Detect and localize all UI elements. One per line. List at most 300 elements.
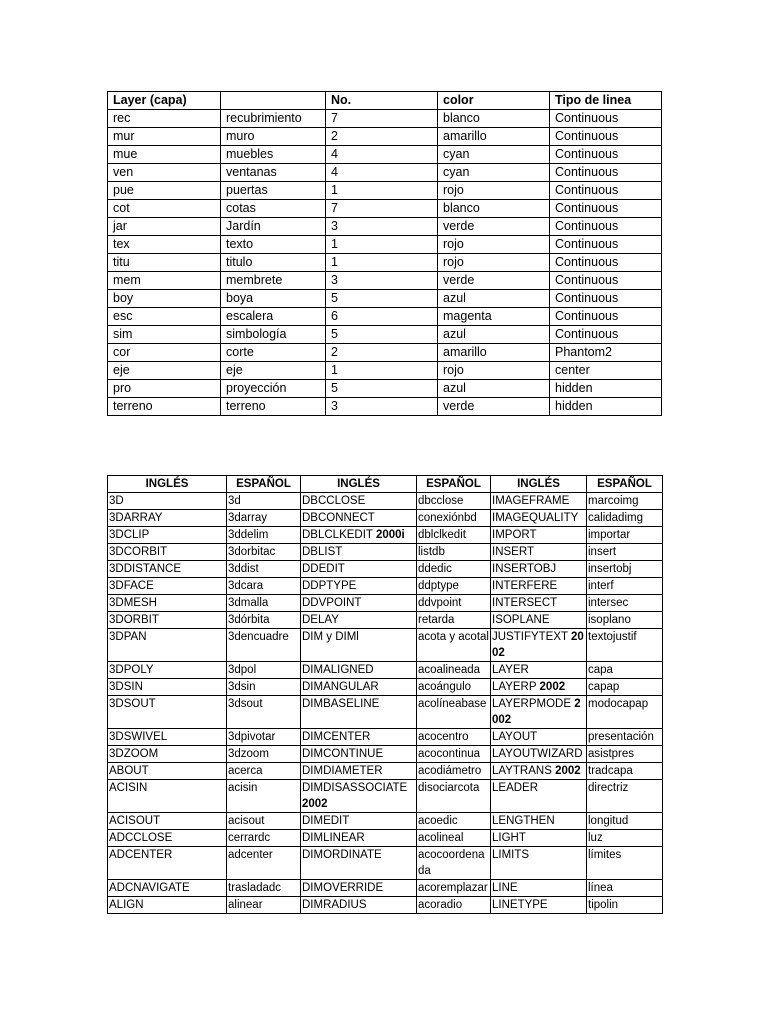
command-cell xyxy=(417,830,491,847)
command-text: 3dpol xyxy=(228,664,257,676)
header-ingles-2: INGLÉS xyxy=(301,476,417,493)
command-cell xyxy=(108,679,227,696)
command-row xyxy=(108,595,663,612)
layer-cell: verde xyxy=(438,218,550,236)
command-cell xyxy=(227,746,301,763)
layer-row xyxy=(108,236,662,254)
command-cell xyxy=(227,847,301,880)
layer-row xyxy=(108,128,662,146)
command-text: 3DSWIVEL xyxy=(109,731,168,743)
command-row xyxy=(108,696,663,729)
layer-row xyxy=(108,344,662,362)
command-text: INTERFERE xyxy=(492,580,558,592)
command-text: 3DCORBIT xyxy=(109,546,168,558)
layer-cell: Continuous xyxy=(550,290,662,308)
command-text: IMPORT xyxy=(492,529,537,541)
command-cell xyxy=(587,493,663,510)
command-text: DIMANGULAR xyxy=(302,681,379,693)
command-cell xyxy=(108,578,227,595)
command-cell xyxy=(227,679,301,696)
layer-cell: verde xyxy=(438,398,550,416)
layer-row xyxy=(108,146,662,164)
layer-cell: pro xyxy=(108,380,221,398)
command-row xyxy=(108,527,663,544)
layer-cell: amarillo xyxy=(438,344,550,362)
command-cell xyxy=(301,629,417,662)
command-cell xyxy=(301,729,417,746)
command-text: acocoordenada xyxy=(418,849,485,877)
command-row xyxy=(108,629,663,662)
command-text: 3DSOUT xyxy=(109,698,156,710)
layer-cell: membrete xyxy=(221,272,326,290)
command-cell xyxy=(491,662,587,679)
command-text: acolíneabase xyxy=(418,698,487,710)
header-layer: Layer (capa) xyxy=(108,92,221,110)
layer-row xyxy=(108,362,662,380)
command-text: DIM y DIMl xyxy=(302,631,359,643)
command-text: DIMRADIUS xyxy=(302,899,367,911)
command-cell xyxy=(301,679,417,696)
command-text: textojustif xyxy=(588,631,637,643)
layer-cell: cot xyxy=(108,200,221,218)
command-cell xyxy=(491,595,587,612)
command-cell xyxy=(301,880,417,897)
command-cell xyxy=(108,493,227,510)
command-cell xyxy=(491,763,587,780)
command-cell xyxy=(417,847,491,880)
command-text: LIMITS xyxy=(492,849,530,861)
command-text: LENGTHEN xyxy=(492,815,555,827)
command-cell xyxy=(301,662,417,679)
command-text: LAYER xyxy=(492,664,529,676)
command-cell xyxy=(417,527,491,544)
layer-row xyxy=(108,254,662,272)
command-row xyxy=(108,897,663,914)
layer-row xyxy=(108,218,662,236)
command-cell xyxy=(227,544,301,561)
command-cell xyxy=(301,493,417,510)
command-cell xyxy=(108,780,227,813)
layer-cell: rojo xyxy=(438,254,550,272)
layer-cell: simbología xyxy=(221,326,326,344)
command-text: acocentro xyxy=(418,731,469,743)
layer-cell: cyan xyxy=(438,146,550,164)
command-row xyxy=(108,493,663,510)
command-cell xyxy=(491,679,587,696)
command-text: ddptype xyxy=(418,580,459,592)
layer-cell: Continuous xyxy=(550,164,662,182)
layer-row xyxy=(108,182,662,200)
command-text: DBLCLKEDIT xyxy=(302,529,373,541)
command-text: 3dsout xyxy=(228,698,263,710)
command-cell xyxy=(227,662,301,679)
command-text: alinear xyxy=(228,899,263,911)
command-cell xyxy=(587,696,663,729)
layer-cell: Continuous xyxy=(550,308,662,326)
command-row xyxy=(108,746,663,763)
command-text: ADCCLOSE xyxy=(109,832,173,844)
header-ingles-1: INGLÉS xyxy=(108,476,227,493)
command-text: insert xyxy=(588,546,617,558)
command-text: 3DCLIP xyxy=(109,529,150,541)
layer-cell: titu xyxy=(108,254,221,272)
layer-cell: muro xyxy=(221,128,326,146)
layer-cell: 6 xyxy=(326,308,438,326)
layer-cell: recubrimiento xyxy=(221,110,326,128)
layer-cell: azul xyxy=(438,380,550,398)
command-text: 3D xyxy=(109,495,124,507)
command-cell xyxy=(587,595,663,612)
command-cell xyxy=(108,696,227,729)
command-cell xyxy=(587,527,663,544)
command-cell xyxy=(301,527,417,544)
command-cell xyxy=(587,510,663,527)
command-cell xyxy=(227,527,301,544)
command-cell xyxy=(108,729,227,746)
command-text: DIMLINEAR xyxy=(302,832,365,844)
command-text: 3dcara xyxy=(228,580,264,592)
command-cell xyxy=(587,780,663,813)
layer-cell: rojo xyxy=(438,362,550,380)
command-text: conexiónbd xyxy=(418,512,477,524)
command-text: presentación xyxy=(588,731,654,743)
layer-cell: puertas xyxy=(221,182,326,200)
version-suffix: 2002 xyxy=(492,631,584,659)
command-cell xyxy=(108,880,227,897)
command-row xyxy=(108,578,663,595)
layer-cell: 7 xyxy=(326,110,438,128)
command-text: intersec xyxy=(588,597,629,609)
command-cell xyxy=(227,561,301,578)
command-cell xyxy=(587,880,663,897)
layer-cell: eje xyxy=(108,362,221,380)
command-cell xyxy=(301,847,417,880)
header-color: color xyxy=(438,92,550,110)
command-cell xyxy=(587,679,663,696)
command-cell xyxy=(227,578,301,595)
layers-table xyxy=(107,91,662,416)
layer-cell: rojo xyxy=(438,236,550,254)
layer-cell: azul xyxy=(438,326,550,344)
command-cell xyxy=(301,746,417,763)
command-cell xyxy=(227,763,301,780)
command-text: acerca xyxy=(228,765,263,777)
command-cell xyxy=(417,544,491,561)
command-cell xyxy=(301,897,417,914)
layer-cell: 4 xyxy=(326,164,438,182)
command-cell xyxy=(417,696,491,729)
layer-cell: 5 xyxy=(326,380,438,398)
layer-cell: texto xyxy=(221,236,326,254)
command-text: 3DARRAY xyxy=(109,512,163,524)
layer-cell: Continuous xyxy=(550,236,662,254)
command-text: 3DDISTANCE xyxy=(109,563,181,575)
layer-cell: jar xyxy=(108,218,221,236)
layer-row xyxy=(108,380,662,398)
command-text: 3dórbita xyxy=(228,614,270,626)
command-text: ddvpoint xyxy=(418,597,462,609)
command-text: 3DMESH xyxy=(109,597,157,609)
command-cell xyxy=(108,662,227,679)
command-text: acoedic xyxy=(418,815,458,827)
command-cell xyxy=(301,813,417,830)
command-cell xyxy=(587,578,663,595)
command-cell xyxy=(108,595,227,612)
command-text: cerrardc xyxy=(228,832,271,844)
command-text: longitud xyxy=(588,815,629,827)
layer-cell: 2 xyxy=(326,128,438,146)
layer-cell: cyan xyxy=(438,164,550,182)
layer-cell: pue xyxy=(108,182,221,200)
layer-row xyxy=(108,290,662,308)
command-cell xyxy=(417,880,491,897)
layer-cell: 4 xyxy=(326,146,438,164)
layer-cell: esc xyxy=(108,308,221,326)
command-text: interf xyxy=(588,580,614,592)
layer-cell: escalera xyxy=(221,308,326,326)
layer-row xyxy=(108,308,662,326)
command-cell xyxy=(301,544,417,561)
layer-cell: center xyxy=(550,362,662,380)
command-cell xyxy=(417,897,491,914)
command-text: DDEDIT xyxy=(302,563,345,575)
command-text: acisout xyxy=(228,815,265,827)
command-text: DIMOVERRIDE xyxy=(302,882,384,894)
command-text: INSERT xyxy=(492,546,534,558)
command-text: directriz xyxy=(588,782,629,794)
layer-row xyxy=(108,164,662,182)
command-text: tipolin xyxy=(588,899,619,911)
command-text: retarda xyxy=(418,614,455,626)
command-text: ACISOUT xyxy=(109,815,161,827)
layer-cell: boy xyxy=(108,290,221,308)
command-cell xyxy=(491,612,587,629)
layer-row xyxy=(108,272,662,290)
command-cell xyxy=(108,847,227,880)
command-text: 3ddist xyxy=(228,563,259,575)
command-text: 3d xyxy=(228,495,241,507)
command-text: acolineal xyxy=(418,832,464,844)
command-text: LAYOUTWIZARD xyxy=(492,748,583,760)
version-suffix: 2000i xyxy=(375,529,405,541)
command-text: dblclkedit xyxy=(418,529,466,541)
layer-cell: 1 xyxy=(326,254,438,272)
commands-table xyxy=(107,475,663,914)
command-cell xyxy=(491,729,587,746)
commands-header-row xyxy=(108,476,663,493)
layer-cell: cotas xyxy=(221,200,326,218)
command-text: 3ddelim xyxy=(228,529,269,541)
command-text: INSERTOBJ xyxy=(492,563,557,575)
command-cell xyxy=(301,696,417,729)
command-text: acoángulo xyxy=(418,681,472,693)
command-cell xyxy=(587,729,663,746)
command-cell xyxy=(587,662,663,679)
command-text: 3DSIN xyxy=(109,681,143,693)
command-text: 3DPAN xyxy=(109,631,147,643)
command-text: acoremplazar xyxy=(418,882,488,894)
layer-cell: 1 xyxy=(326,362,438,380)
version-suffix: 2002 xyxy=(539,681,566,693)
command-text: calidadimg xyxy=(588,512,643,524)
command-cell xyxy=(491,897,587,914)
layer-cell: Continuous xyxy=(550,326,662,344)
command-cell xyxy=(108,813,227,830)
command-cell xyxy=(491,696,587,729)
command-cell xyxy=(301,780,417,813)
command-cell xyxy=(227,897,301,914)
layer-cell: tex xyxy=(108,236,221,254)
command-text: DIMDISASSOCIATE xyxy=(302,782,408,794)
layer-cell: blanco xyxy=(438,200,550,218)
command-cell xyxy=(227,880,301,897)
command-text: 3dsin xyxy=(228,681,256,693)
command-text: acoradio xyxy=(418,899,463,911)
command-text: disociarcota xyxy=(418,782,480,794)
layer-cell: terreno xyxy=(221,398,326,416)
command-cell xyxy=(227,813,301,830)
command-cell xyxy=(417,662,491,679)
layer-cell: ven xyxy=(108,164,221,182)
layer-cell: azul xyxy=(438,290,550,308)
command-text: acisin xyxy=(228,782,258,794)
command-cell xyxy=(587,544,663,561)
header-ingles-3: INGLÉS xyxy=(491,476,587,493)
command-text: DIMORDINATE xyxy=(302,849,382,861)
command-row xyxy=(108,763,663,780)
command-text: 3dorbitac xyxy=(228,546,276,558)
command-cell xyxy=(587,897,663,914)
command-text: DDPTYPE xyxy=(302,580,357,592)
command-cell xyxy=(587,746,663,763)
header-espanol-2: ESPAÑOL xyxy=(417,476,491,493)
layer-cell: 5 xyxy=(326,326,438,344)
command-cell xyxy=(491,578,587,595)
command-text: 3DZOOM xyxy=(109,748,159,760)
command-cell xyxy=(587,612,663,629)
layer-cell: Continuous xyxy=(550,182,662,200)
command-cell xyxy=(491,561,587,578)
command-text: 3dpivotar xyxy=(228,731,276,743)
layer-cell: eje xyxy=(221,362,326,380)
command-text: límites xyxy=(588,849,622,861)
command-cell xyxy=(417,813,491,830)
layer-cell: blanco xyxy=(438,110,550,128)
layer-cell: Continuous xyxy=(550,128,662,146)
layer-cell: hidden xyxy=(550,380,662,398)
command-row xyxy=(108,544,663,561)
layer-cell: Continuous xyxy=(550,110,662,128)
command-cell xyxy=(227,780,301,813)
command-cell xyxy=(491,510,587,527)
command-text: insertobj xyxy=(588,563,632,575)
header-number: No. xyxy=(326,92,438,110)
command-cell xyxy=(108,629,227,662)
command-text: 3dzoom xyxy=(228,748,269,760)
command-text: LAYOUT xyxy=(492,731,538,743)
layer-cell: mur xyxy=(108,128,221,146)
layer-cell: Jardín xyxy=(221,218,326,236)
command-row xyxy=(108,729,663,746)
layer-cell: cor xyxy=(108,344,221,362)
command-cell xyxy=(301,830,417,847)
layer-cell: 1 xyxy=(326,182,438,200)
layer-cell: Phantom2 xyxy=(550,344,662,362)
command-text: IMAGEQUALITY xyxy=(492,512,579,524)
command-cell xyxy=(417,629,491,662)
command-cell xyxy=(417,729,491,746)
command-cell xyxy=(108,897,227,914)
command-cell xyxy=(108,763,227,780)
layer-cell: 3 xyxy=(326,272,438,290)
layer-row xyxy=(108,110,662,128)
command-text: ADCNAVIGATE xyxy=(109,882,190,894)
command-text: listdb xyxy=(418,546,445,558)
command-cell xyxy=(227,729,301,746)
command-text: línea xyxy=(588,882,613,894)
command-text: acodiámetro xyxy=(418,765,482,777)
command-cell xyxy=(227,510,301,527)
command-cell xyxy=(491,527,587,544)
layer-cell: Continuous xyxy=(550,146,662,164)
command-cell xyxy=(491,847,587,880)
command-row xyxy=(108,662,663,679)
command-cell xyxy=(417,493,491,510)
command-text: modocapap xyxy=(588,698,649,710)
layer-cell: hidden xyxy=(550,398,662,416)
layer-cell: 3 xyxy=(326,218,438,236)
command-text: 3dmalla xyxy=(228,597,269,609)
command-cell xyxy=(108,561,227,578)
command-text: importar xyxy=(588,529,631,541)
layer-row xyxy=(108,200,662,218)
command-text: DIMBASELINE xyxy=(302,698,380,710)
command-cell xyxy=(417,763,491,780)
command-text: ddedic xyxy=(418,563,452,575)
header-espanol-3: ESPAÑOL xyxy=(587,476,663,493)
command-text: 3DFACE xyxy=(109,580,154,592)
command-text: JUSTIFYTEXT xyxy=(492,631,568,643)
command-cell xyxy=(417,612,491,629)
command-cell xyxy=(108,612,227,629)
version-suffix: 2002 xyxy=(302,798,328,810)
command-cell xyxy=(227,595,301,612)
layer-cell: muebles xyxy=(221,146,326,164)
layer-cell: mue xyxy=(108,146,221,164)
header-linetype: Tipo de linea xyxy=(550,92,662,110)
command-cell xyxy=(108,830,227,847)
command-text: ADCENTER xyxy=(109,849,173,861)
layer-row xyxy=(108,398,662,416)
command-text: LAYERP xyxy=(492,681,537,693)
command-text: capap xyxy=(588,681,620,693)
layer-cell: magenta xyxy=(438,308,550,326)
command-text: INTERSECT xyxy=(492,597,558,609)
layer-cell: 7 xyxy=(326,200,438,218)
layer-cell: Continuous xyxy=(550,272,662,290)
command-text: DDVPOINT xyxy=(302,597,362,609)
layer-cell: 3 xyxy=(326,398,438,416)
command-cell xyxy=(491,780,587,813)
command-text: asistpres xyxy=(588,748,635,760)
layer-cell: proyección xyxy=(221,380,326,398)
layer-cell: rojo xyxy=(438,182,550,200)
command-text: LAYTRANS xyxy=(492,765,552,777)
command-text: DELAY xyxy=(302,614,339,626)
command-text: capa xyxy=(588,664,613,676)
command-text: LEADER xyxy=(492,782,539,794)
command-text: dbcclose xyxy=(418,495,464,507)
